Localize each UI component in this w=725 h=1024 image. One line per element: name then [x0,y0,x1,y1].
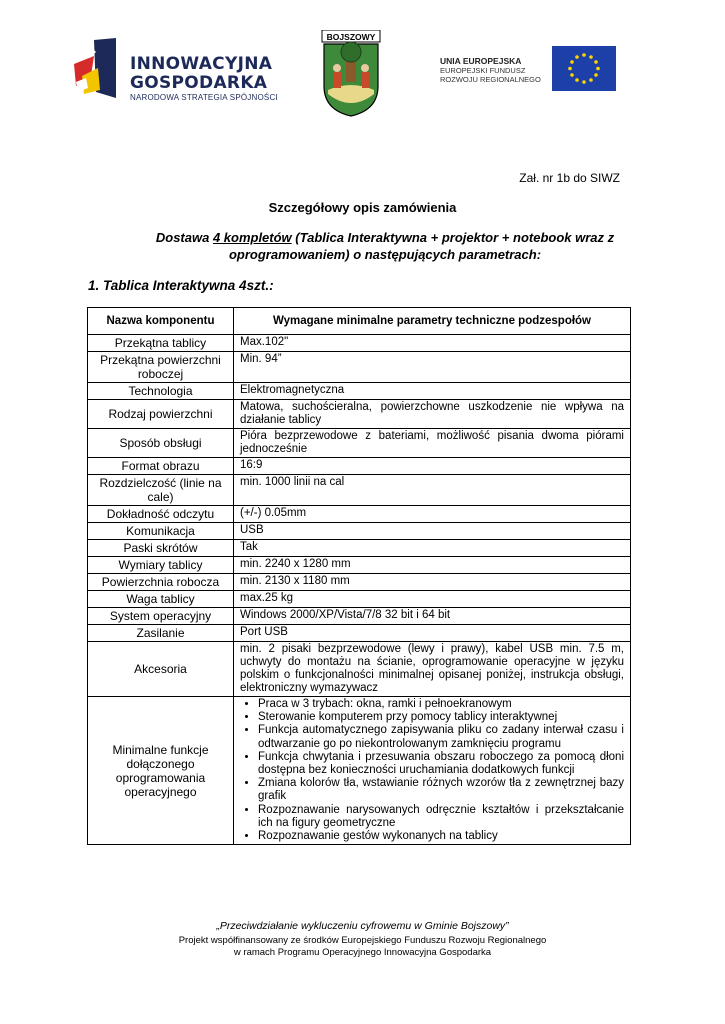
eu-logo-line3: ROZWOJU REGIONALNEGO [440,75,541,84]
table-row [88,458,631,475]
table-row [88,383,631,400]
subtitle-quantity: 4 kompletów [212,230,292,245]
ig-emblem-icon [72,38,128,106]
attachment-note: Zał. nr 1b do SIWZ [519,171,620,185]
table-row [88,506,631,523]
list-item: • Zmiana kolorów tła, wstawianie różnych wzorów tła z zewnętrznej bazy grafik [258,777,624,803]
component-value: min. 2 pisaki bezprzewodowe (lewy i prawy), kabel USB min. 7.5 m, uchwyty do montażu na ścianie, oprogramowanie operacyjne w języku polskim o funkcjonalności minimalnej opisanej poniżej, instrukcja obsługi, elektroniczny wymazywacz [234,642,631,697]
subtitle-post: (Tablica Interaktywna + projektor + notebook wraz z oprogramowaniem) o następujących parametrach: [228,230,615,262]
component-name: Sposób obsługi [88,429,234,458]
ig-logo-line2: GOSPODARKA [130,73,268,93]
component-name: System operacyjny [88,608,234,625]
table-row [88,642,631,697]
table-row [88,400,631,429]
footer-slogan: „Przeciwdziałanie wykluczeniu cyfrowemu w Gminie Bojszowy” [216,920,509,932]
component-value: Port USB [234,625,631,642]
table-header-row [88,308,631,335]
subtitle-pre: Dostawa [155,230,213,245]
ig-logo-line1: INNOWACYJNA [130,54,273,74]
innowacyjna-gospodarka-logo [72,38,302,106]
header-component: Nazwa komponentu [88,308,234,335]
component-value: min. 1000 linii na cal [234,475,631,506]
component-name: Przekątna powierzchni roboczej [88,352,234,383]
component-name: Format obrazu [88,458,234,475]
table-row [88,557,631,574]
table-row [88,625,631,642]
component-value: max.25 kg [234,591,631,608]
section-heading: 1. Tablica Interaktywna 4szt.: [88,278,274,293]
table-row [88,429,631,458]
document-subtitle [148,229,622,263]
table-row [88,540,631,557]
component-name: Rozdzielczość (linie na cale) [88,475,234,506]
table-row [88,608,631,625]
list-item: • Rozpoznawanie narysowanych odręcznie kształtów i przekształcanie ich na figury geometryczne [258,804,624,830]
component-name: Minimalne funkcje dołączonego oprogramowania operacyjnego [88,697,234,845]
component-name: Komunikacja [88,523,234,540]
component-name: Zasilanie [88,625,234,642]
component-name: Akcesoria [88,642,234,697]
eu-logo-line2: EUROPEJSKI FUNDUSZ [440,66,526,75]
eu-logo-text [440,56,545,84]
component-name: Technologia [88,383,234,400]
list-item: • Praca w 3 trybach: okna, ramki i pełnoekranowym [258,698,624,711]
table-row [88,352,631,383]
table-row [88,335,631,352]
footer-line3: w ramach Programu Operacyjnego Innowacyjna Gospodarka [233,947,492,958]
list-item: • Rozpoznawanie gestów wykonanych na tablicy [258,830,624,843]
eu-flag-icon [552,46,616,91]
table-row [88,591,631,608]
list-item: • Funkcja chwytania i przesuwania obszaru roboczego za pomocą dłoni dostępna bez konieczności uruchamiania dodatkowych funkcji [258,751,624,777]
component-name: Paski skrótów [88,540,234,557]
bojszowy-crest [318,30,384,118]
table-row [88,574,631,591]
crest-label: BOJSZOWY [326,32,376,42]
component-value: Min. 94” [234,352,631,383]
component-name: Wymiary tablicy [88,557,234,574]
component-value: Tak [234,540,631,557]
component-value: Max.102" [234,335,631,352]
crest-shield-icon [318,30,384,118]
functions-list [240,698,624,843]
table-row [88,475,631,506]
component-value: Windows 2000/XP/Vista/7/8 32 bit i 64 bit [234,608,631,625]
eu-logo-line1: UNIA EUROPEJSKA [440,56,522,66]
document-title: Szczegółowy opis zamówienia [268,200,457,215]
component-value: Matowa, suchościeralna, powierzchowne uszkodzenie nie wpływa na działanie tablicy [234,400,631,429]
component-value: USB [234,523,631,540]
table-row [88,523,631,540]
functions-list-cell [234,697,631,845]
table-row-functions [88,697,631,845]
component-value: min. 2240 x 1280 mm [234,557,631,574]
ig-logo-line3: NARODOWA STRATEGIA SPÓJNOŚCI [130,93,278,102]
spec-table [87,307,631,845]
list-item: • Funkcja automatycznego zapisywania pliku co zadany interwał czasu i odtwarzanie go po niekontrolowanym zamknięciu programu [258,724,624,750]
component-value: Pióra bezprzewodowe z bateriami, możliwość pisania dwoma piórami jednocześnie [234,429,631,458]
component-value: min. 2130 x 1180 mm [234,574,631,591]
footer-line2: Projekt współfinansowany ze środków Europejskiego Funduszu Rozwoju Regionalnego [178,935,547,946]
component-name: Dokładność odczytu [88,506,234,523]
component-name: Rodzaj powierzchni [88,400,234,429]
component-value: (+/-) 0.05mm [234,506,631,523]
component-name: Waga tablicy [88,591,234,608]
component-name: Przekątna tablicy [88,335,234,352]
header-parameters: Wymagane minimalne parametry techniczne podzespołów [234,308,631,335]
component-value: 16:9 [234,458,631,475]
component-name: Powierzchnia robocza [88,574,234,591]
component-value: Elektromagnetyczna [234,383,631,400]
list-item: • Sterowanie komputerem przy pomocy tablicy interaktywnej [258,711,624,724]
